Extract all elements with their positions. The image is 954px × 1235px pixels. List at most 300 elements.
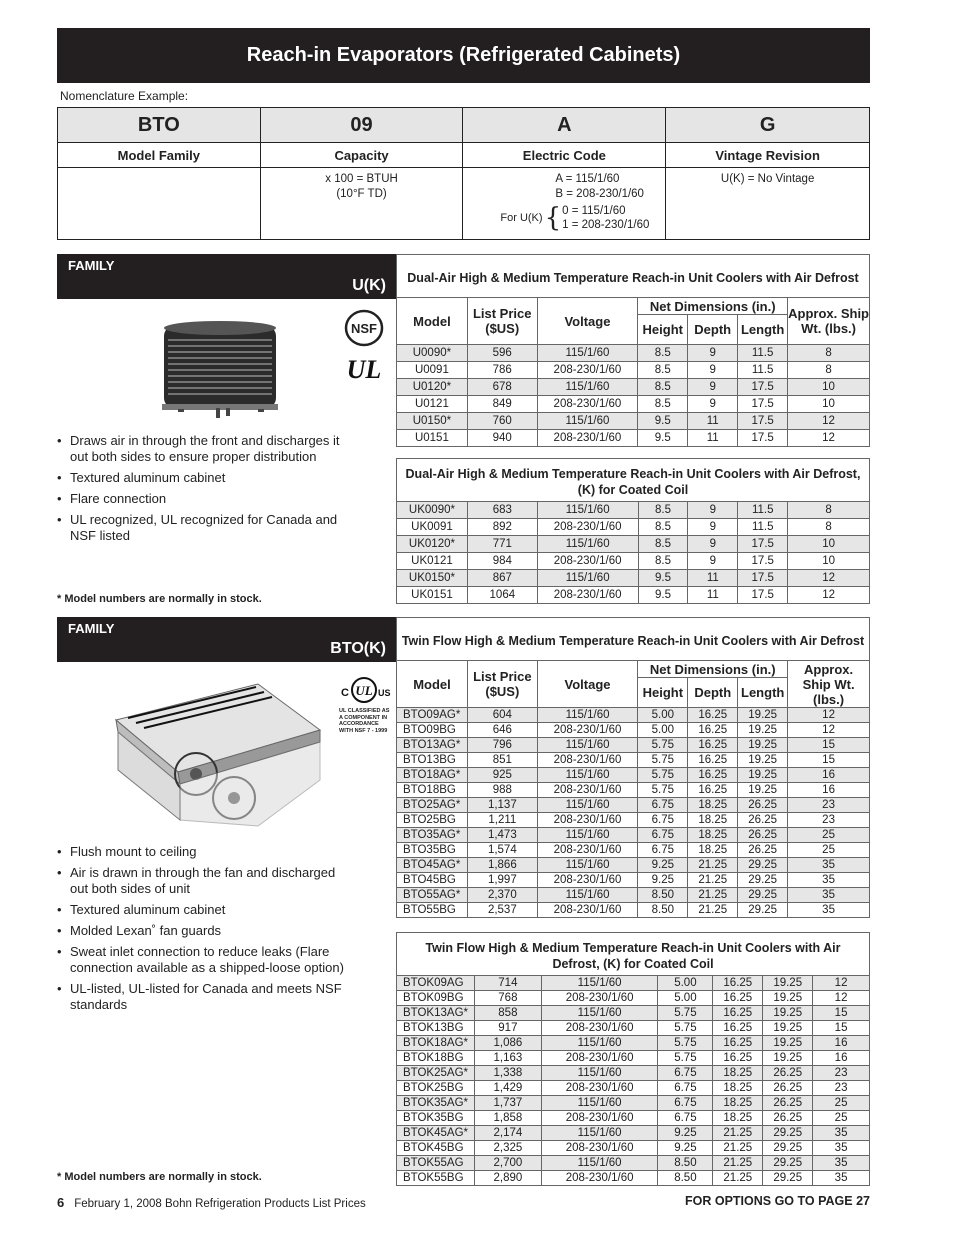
table-cell: 19.25 — [738, 723, 788, 738]
table-cell: 21.25 — [713, 1141, 763, 1156]
table-cell: 9 — [688, 345, 738, 362]
table-cell: 19.25 — [738, 783, 788, 798]
table-cell: 25 — [788, 828, 870, 843]
stock-note: * Model numbers are normally in stock. — [57, 1171, 262, 1183]
table-cell: 115/1/60 — [537, 379, 638, 396]
table-cell: 115/1/60 — [537, 798, 638, 813]
list-item: • Flare connection — [56, 491, 356, 507]
table-cell: 8.50 — [638, 888, 688, 903]
table-cell: 683 — [467, 502, 537, 519]
table-cell: 6.75 — [638, 843, 688, 858]
table-cell: 9.5 — [638, 587, 688, 604]
table-cell: 1,997 — [467, 873, 537, 888]
table-cell: 796 — [467, 738, 537, 753]
table-cell: 35 — [788, 903, 870, 918]
table-cell: 23 — [788, 813, 870, 828]
table-cell: 10 — [788, 396, 870, 413]
table-cell: 2,537 — [467, 903, 537, 918]
uk-table-air-defrost — [396, 254, 870, 447]
table-cell: BTO35BG — [397, 843, 468, 858]
family-header-bto — [57, 617, 396, 662]
table-cell: 208-230/1/60 — [541, 991, 658, 1006]
table-cell: 9.25 — [658, 1141, 713, 1156]
table-cell: 26.25 — [738, 798, 788, 813]
table-cell: 23 — [813, 1066, 870, 1081]
table-cell: 1,338 — [474, 1066, 541, 1081]
table-cell: 11 — [688, 570, 738, 587]
table-cell: 208-230/1/60 — [537, 723, 638, 738]
table-cell: 23 — [813, 1081, 870, 1096]
table-cell: BTOK25AG* — [397, 1066, 475, 1081]
table-cell: 9 — [688, 519, 738, 536]
table-cell: 849 — [467, 396, 537, 413]
table-cell: 678 — [467, 379, 537, 396]
table-cell: 208-230/1/60 — [541, 1111, 658, 1126]
table-cell: 8 — [788, 519, 870, 536]
list-item: • Draws air in through the front and discharges it out both sides to ensure proper distribution — [56, 433, 356, 465]
table-cell: 6.75 — [638, 813, 688, 828]
table-cell: 1,163 — [474, 1051, 541, 1066]
col-length: Length — [738, 678, 788, 708]
table-cell: 29.25 — [738, 903, 788, 918]
table-row — [397, 903, 870, 918]
table-cell: 29.25 — [738, 888, 788, 903]
table-row — [397, 783, 870, 798]
table-cell: 21.25 — [713, 1126, 763, 1141]
nom-header-family: Model Family — [58, 143, 261, 168]
ur-logo-text: UL — [346, 355, 382, 384]
table-cell: 15 — [788, 753, 870, 768]
col-depth: Depth — [688, 678, 738, 708]
table-cell: 17.5 — [738, 430, 788, 447]
table-cell: 25 — [788, 843, 870, 858]
table-cell: 26.25 — [738, 813, 788, 828]
options-link[interactable]: FOR OPTIONS GO TO PAGE 27 — [685, 1194, 870, 1208]
table-cell: 9.25 — [638, 858, 688, 873]
table-cell: 16 — [813, 1051, 870, 1066]
table-cell: 867 — [467, 570, 537, 587]
table-row — [397, 813, 870, 828]
table-row — [397, 723, 870, 738]
table-row — [397, 345, 870, 362]
table-cell: 115/1/60 — [537, 858, 638, 873]
table-cell: 2,890 — [474, 1171, 541, 1186]
table-cell: 8 — [788, 502, 870, 519]
table-row — [397, 828, 870, 843]
table-cell: 208-230/1/60 — [537, 362, 638, 379]
table-row — [397, 502, 870, 519]
table-cell: 5.75 — [638, 768, 688, 783]
nom-code-family: BTO — [58, 108, 261, 143]
table-cell: 12 — [788, 708, 870, 723]
table-cell: BTOK55BG — [397, 1171, 475, 1186]
table-row — [397, 1156, 870, 1171]
table-cell: 8.5 — [638, 362, 688, 379]
table-cell: 19.25 — [738, 753, 788, 768]
table-cell: 925 — [467, 768, 537, 783]
table-cell: 5.75 — [658, 1036, 713, 1051]
table-cell: 10 — [788, 553, 870, 570]
table-cell: BTO25BG — [397, 813, 468, 828]
table-cell: 208-230/1/60 — [541, 1021, 658, 1036]
nom-value-vintage: U(K) = No Vintage — [666, 168, 870, 240]
table-cell: 12 — [813, 976, 870, 991]
table-row — [397, 1051, 870, 1066]
table-cell: 208-230/1/60 — [537, 813, 638, 828]
table-cell: 5.00 — [638, 708, 688, 723]
table-cell: 12 — [788, 587, 870, 604]
col-net-dimensions: Net Dimensions (in.) — [638, 661, 788, 678]
table-cell: U0121 — [397, 396, 468, 413]
table-cell: BTOK13BG — [397, 1021, 475, 1036]
table-cell: 16 — [813, 1036, 870, 1051]
nom-value-family — [58, 168, 261, 240]
table-cell: 115/1/60 — [537, 888, 638, 903]
table-row — [397, 1111, 870, 1126]
table-cell: 35 — [788, 888, 870, 903]
table-cell: 16 — [788, 783, 870, 798]
table-cell: 16.25 — [688, 783, 738, 798]
table-cell: 115/1/60 — [541, 1096, 658, 1111]
table-cell: BTOK35BG — [397, 1111, 475, 1126]
table-cell: 1,137 — [467, 798, 537, 813]
list-item: • Air is drawn in through the fan and discharged out both sides of unit — [56, 865, 356, 897]
page-title: Reach-in Evaporators (Refrigerated Cabinets) — [57, 28, 870, 83]
table-cell: 8.50 — [658, 1156, 713, 1171]
table-cell: BTOK45AG* — [397, 1126, 475, 1141]
table-caption: Twin Flow High & Medium Temperature Reach-in Unit Coolers with Air Defrost — [397, 618, 870, 661]
table-cell: 9 — [688, 379, 738, 396]
col-model: Model — [397, 298, 468, 345]
table-cell: 11 — [688, 430, 738, 447]
family-label: FAMILY — [68, 621, 115, 636]
table-cell: 115/1/60 — [537, 413, 638, 430]
table-cell: 646 — [467, 723, 537, 738]
table-cell: 8.5 — [638, 502, 688, 519]
table-cell: 19.25 — [738, 708, 788, 723]
table-cell: 1,086 — [474, 1036, 541, 1051]
nsf-logo-icon — [344, 309, 384, 347]
table-cell: UK0150* — [397, 570, 468, 587]
table-cell: 5.75 — [658, 1006, 713, 1021]
table-cell: 5.75 — [658, 1021, 713, 1036]
table-row — [397, 536, 870, 553]
nom-code-capacity: 09 — [260, 108, 463, 143]
table-cell: 35 — [813, 1141, 870, 1156]
table-cell: 208-230/1/60 — [537, 753, 638, 768]
table-cell: 9.5 — [638, 413, 688, 430]
table-caption: Dual-Air High & Medium Temperature Reach-in Unit Coolers with Air Defrost, (K) for Coated Coil — [397, 459, 870, 502]
table-cell: 6.75 — [638, 798, 688, 813]
table-cell: 17.5 — [738, 587, 788, 604]
table-cell: 2,700 — [474, 1156, 541, 1171]
table-cell: 851 — [467, 753, 537, 768]
table-cell: 35 — [788, 873, 870, 888]
table-cell: 21.25 — [688, 903, 738, 918]
table-row — [397, 753, 870, 768]
table-row — [397, 1081, 870, 1096]
table-row — [397, 430, 870, 447]
table-cell: 208-230/1/60 — [541, 1141, 658, 1156]
table-cell: 17.5 — [738, 396, 788, 413]
table-cell: 16.25 — [713, 1051, 763, 1066]
table-cell: 5.75 — [638, 738, 688, 753]
nomenclature-table — [57, 107, 870, 240]
table-cell: 115/1/60 — [537, 768, 638, 783]
table-caption: Dual-Air High & Medium Temperature Reach-in Unit Coolers with Air Defrost — [397, 255, 870, 298]
table-row — [397, 396, 870, 413]
table-cell: 19.25 — [763, 1021, 813, 1036]
table-cell: 5.00 — [658, 991, 713, 1006]
table-cell: 11 — [688, 587, 738, 604]
nom-value-capacity — [260, 168, 463, 240]
table-cell: 18.25 — [688, 798, 738, 813]
table-cell: BTO13AG* — [397, 738, 468, 753]
footer-date-text: February 1, 2008 Bohn Refrigeration Products List Prices — [74, 1198, 366, 1210]
uk-1: 1 = 208-230/1/60 — [562, 219, 650, 231]
table-cell: BTO25AG* — [397, 798, 468, 813]
table-cell: 6.75 — [658, 1066, 713, 1081]
table-cell: 6.75 — [658, 1111, 713, 1126]
table-cell: BTOK35AG* — [397, 1096, 475, 1111]
uk-table-coated-coil — [396, 458, 870, 604]
table-row — [397, 1096, 870, 1111]
table-cell: 5.75 — [638, 753, 688, 768]
table-cell: 11.5 — [738, 502, 788, 519]
col-list-price: List Price ($US) — [467, 298, 537, 345]
table-cell: 18.25 — [713, 1081, 763, 1096]
table-cell: BTOK55AG — [397, 1156, 475, 1171]
family-label: FAMILY — [68, 258, 115, 273]
table-row — [397, 587, 870, 604]
table-cell: 6.75 — [658, 1096, 713, 1111]
table-cell: 10 — [788, 536, 870, 553]
table-cell: 17.5 — [738, 536, 788, 553]
page-number: 6 — [57, 1195, 65, 1210]
table-cell: UK0151 — [397, 587, 468, 604]
electric-b: B = 208-230/1/60 — [555, 188, 644, 200]
table-cell: 16.25 — [713, 1021, 763, 1036]
table-cell: 26.25 — [763, 1066, 813, 1081]
table-cell: 5.00 — [658, 976, 713, 991]
table-cell: 115/1/60 — [541, 1006, 658, 1021]
table-cell: 16.25 — [688, 768, 738, 783]
family-header-uk — [57, 254, 396, 299]
table-cell: 15 — [788, 738, 870, 753]
table-cell: BTO55AG* — [397, 888, 468, 903]
table-cell: BTO55BG — [397, 903, 468, 918]
table-cell: UK0090* — [397, 502, 468, 519]
table-cell: 35 — [813, 1156, 870, 1171]
table-cell: 12 — [788, 413, 870, 430]
table-row — [397, 976, 870, 991]
table-cell: BTOK13AG* — [397, 1006, 475, 1021]
table-cell: 115/1/60 — [537, 570, 638, 587]
table-cell: 115/1/60 — [537, 708, 638, 723]
col-length: Length — [738, 315, 788, 345]
table-cell: 11.5 — [738, 345, 788, 362]
table-cell: 29.25 — [763, 1171, 813, 1186]
table-cell: 988 — [467, 783, 537, 798]
footer-left — [57, 1195, 366, 1210]
table-cell: 21.25 — [688, 888, 738, 903]
col-voltage: Voltage — [537, 298, 638, 345]
table-cell: U0090* — [397, 345, 468, 362]
col-list-price: List Price ($US) — [467, 661, 537, 708]
list-item: • Textured aluminum cabinet — [56, 902, 356, 918]
table-cell: 21.25 — [688, 858, 738, 873]
table-cell: U0150* — [397, 413, 468, 430]
table-cell: 26.25 — [738, 828, 788, 843]
electric-a: A = 115/1/60 — [555, 173, 620, 185]
table-cell: 10 — [788, 379, 870, 396]
bto-table-coated-coil — [396, 932, 870, 1186]
nom-header-capacity: Capacity — [260, 143, 463, 168]
table-cell: 16.25 — [688, 738, 738, 753]
table-cell: U0091 — [397, 362, 468, 379]
table-cell: 29.25 — [763, 1126, 813, 1141]
table-cell: 892 — [467, 519, 537, 536]
table-row — [397, 570, 870, 587]
table-cell: 208-230/1/60 — [537, 396, 638, 413]
table-cell: UK0120* — [397, 536, 468, 553]
cul-us-text: US — [378, 688, 391, 698]
table-cell: 11.5 — [738, 519, 788, 536]
table-row — [397, 843, 870, 858]
table-cell: 115/1/60 — [541, 1126, 658, 1141]
table-row — [397, 768, 870, 783]
table-cell: 29.25 — [763, 1156, 813, 1171]
table-cell: 19.25 — [763, 976, 813, 991]
table-cell: 115/1/60 — [537, 345, 638, 362]
table-cell: 208-230/1/60 — [537, 519, 638, 536]
table-cell: 8 — [788, 345, 870, 362]
col-model: Model — [397, 661, 468, 708]
table-row — [397, 1126, 870, 1141]
table-cell: 8.50 — [658, 1171, 713, 1186]
table-cell: 208-230/1/60 — [541, 1051, 658, 1066]
table-cell: 940 — [467, 430, 537, 447]
table-cell: 8.5 — [638, 553, 688, 570]
table-cell: 5.75 — [658, 1051, 713, 1066]
table-cell: 16.25 — [713, 1006, 763, 1021]
table-cell: 16.25 — [688, 723, 738, 738]
table-cell: 15 — [813, 1021, 870, 1036]
table-cell: 9 — [688, 362, 738, 379]
table-cell: U0120* — [397, 379, 468, 396]
table-cell: UK0121 — [397, 553, 468, 570]
table-row — [397, 798, 870, 813]
table-cell: 16.25 — [713, 1036, 763, 1051]
table-cell: 115/1/60 — [537, 536, 638, 553]
stock-note: * Model numbers are normally in stock. — [57, 593, 262, 605]
table-cell: 16 — [788, 768, 870, 783]
table-cell: 35 — [813, 1171, 870, 1186]
family-name: U(K) — [352, 277, 386, 294]
table-cell: 16.25 — [688, 753, 738, 768]
table-cell: BTO35AG* — [397, 828, 468, 843]
table-cell: 115/1/60 — [537, 828, 638, 843]
nom-header-vintage: Vintage Revision — [666, 143, 870, 168]
table-cell: 25 — [813, 1111, 870, 1126]
table-cell: 1,473 — [467, 828, 537, 843]
table-cell: BTOK25BG — [397, 1081, 475, 1096]
table-cell: 6.75 — [658, 1081, 713, 1096]
table-cell: 208-230/1/60 — [537, 587, 638, 604]
table-cell: 18.25 — [688, 813, 738, 828]
table-cell: BTO18BG — [397, 783, 468, 798]
table-row — [397, 553, 870, 570]
table-cell: 26.25 — [763, 1111, 813, 1126]
nom-header-electric: Electric Code — [463, 143, 666, 168]
table-cell: 29.25 — [763, 1141, 813, 1156]
table-cell: 23 — [788, 798, 870, 813]
col-depth: Depth — [688, 315, 738, 345]
table-cell: 115/1/60 — [541, 1156, 658, 1171]
table-cell: 9 — [688, 502, 738, 519]
table-cell: 604 — [467, 708, 537, 723]
nsf-logo-text: NSF — [351, 321, 377, 336]
table-cell: 208-230/1/60 — [541, 1081, 658, 1096]
family-name: BTO(K) — [330, 640, 386, 657]
capacity-line1: x 100 = BTUH — [325, 173, 398, 185]
table-cell: 714 — [474, 976, 541, 991]
table-cell: 8.5 — [638, 379, 688, 396]
table-cell: 9 — [688, 553, 738, 570]
table-row — [397, 1066, 870, 1081]
table-cell: 21.25 — [713, 1156, 763, 1171]
table-cell: 115/1/60 — [537, 738, 638, 753]
table-cell: 19.25 — [763, 991, 813, 1006]
bto-table-air-defrost — [396, 617, 870, 918]
table-cell: 26.25 — [763, 1096, 813, 1111]
ul-classified-text: UL CLASSIFIED AS A COMPONENT IN ACCORDANCE WITH NSF 7 - 1999 — [339, 708, 390, 734]
table-cell: 1,737 — [474, 1096, 541, 1111]
table-cell: 19.25 — [738, 738, 788, 753]
table-row — [397, 519, 870, 536]
col-ship-weight: Approx. Ship Wt. (lbs.) — [788, 298, 870, 345]
table-cell: 18.25 — [688, 828, 738, 843]
table-cell: 16.25 — [688, 708, 738, 723]
bto-unit-cooler-image — [108, 680, 326, 828]
table-cell: 12 — [788, 430, 870, 447]
table-cell: 208-230/1/60 — [537, 783, 638, 798]
table-cell: BTO09AG* — [397, 708, 468, 723]
uk-feature-list — [56, 433, 356, 549]
table-cell: 8 — [788, 362, 870, 379]
list-item: • Textured aluminum cabinet — [56, 470, 356, 486]
table-cell: 25 — [813, 1096, 870, 1111]
table-cell: 18.25 — [688, 843, 738, 858]
table-cell: BTOK09BG — [397, 991, 475, 1006]
capacity-line2: (10°F TD) — [336, 188, 387, 200]
table-cell: 1,866 — [467, 858, 537, 873]
table-cell: BTO45AG* — [397, 858, 468, 873]
table-row — [397, 1171, 870, 1186]
uk-0: 0 = 115/1/60 — [562, 205, 626, 217]
table-cell: 8.5 — [638, 345, 688, 362]
table-row — [397, 708, 870, 723]
table-cell: BTO45BG — [397, 873, 468, 888]
table-cell: BTO13BG — [397, 753, 468, 768]
table-cell: 21.25 — [713, 1171, 763, 1186]
table-cell: 8.5 — [638, 536, 688, 553]
table-cell: 1,858 — [474, 1111, 541, 1126]
table-cell: 1,574 — [467, 843, 537, 858]
table-cell: 2,174 — [474, 1126, 541, 1141]
table-cell: 208-230/1/60 — [537, 903, 638, 918]
col-height: Height — [638, 315, 688, 345]
